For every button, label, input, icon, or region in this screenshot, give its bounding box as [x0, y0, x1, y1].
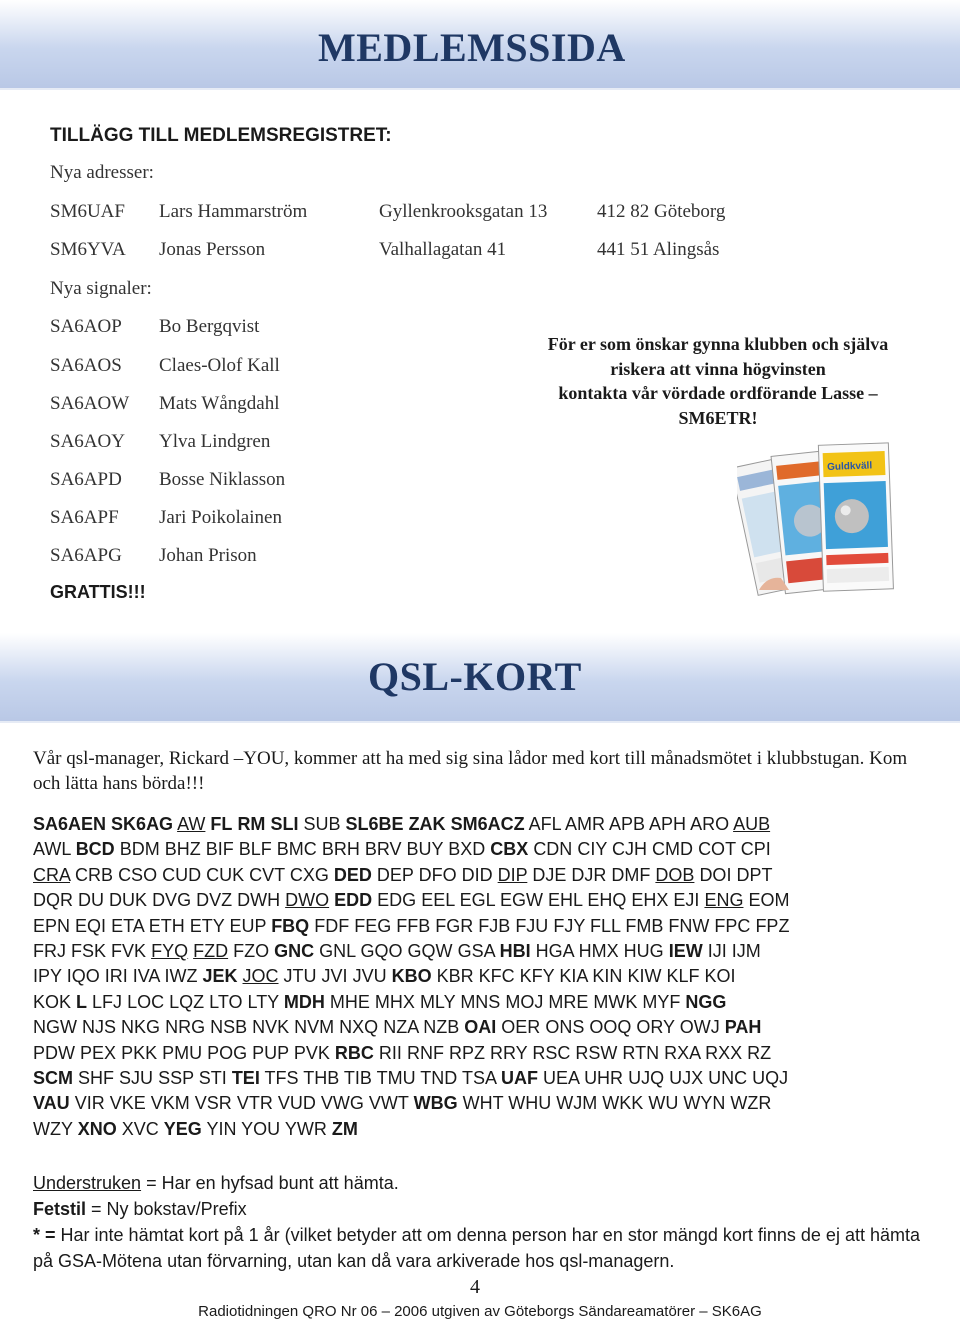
legend-underline-text: = Har en hyfsad bunt att hämta.: [141, 1173, 399, 1193]
header-banner: [0, 0, 960, 90]
qsl-callsign: HBI: [499, 941, 531, 962]
page-title: MEDLEMSSIDA: [318, 25, 626, 70]
qsl-line: [33, 990, 928, 1015]
qsl-callsign: CSO: [118, 864, 158, 885]
registry-heading: TILLÄGG TILL MEDLEMSREGISTRET:: [50, 125, 392, 146]
qsl-callsign: YWR: [284, 1118, 327, 1139]
qsl-callsign: TEI: [231, 1068, 260, 1089]
qsl-callsign: EEL: [421, 890, 455, 911]
qsl-callsign: RRY: [489, 1042, 528, 1063]
qsl-callsign: TMU: [376, 1068, 416, 1089]
qsl-callsign: CMD: [652, 839, 694, 860]
qsl-title: QSL-KORT: [368, 654, 582, 699]
qsl-callsign: PKK: [121, 1042, 158, 1063]
qsl-callsign: FBQ: [271, 915, 310, 936]
qsl-callsign: KOK: [33, 991, 72, 1012]
qsl-callsign: KFC: [478, 966, 515, 987]
qsl-callsign: IWZ: [164, 966, 198, 987]
qsl-callsign: NKG: [121, 1017, 161, 1038]
signal-name: Ylva Lindgren: [159, 431, 271, 452]
qsl-callsign: SSP: [158, 1068, 194, 1089]
lottery-tickets-image: [737, 440, 897, 602]
qsl-callsign: CXG: [289, 864, 329, 885]
promo-line: riskera att vinna högvinsten: [610, 358, 826, 379]
qsl-callsign: HMX: [578, 941, 619, 962]
legend-underline: [33, 1170, 933, 1196]
qsl-callsign: GSA: [457, 941, 495, 962]
legend-underline-term: Understruken: [33, 1173, 142, 1193]
qsl-callsign: NZB: [423, 1017, 460, 1038]
qsl-callsign: ONS: [545, 1017, 585, 1038]
footer: Radiotidningen QRO Nr 06 – 2006 utgiven av Göteborgs Sändareamatörer – SK6AG: [198, 1303, 762, 1320]
address-city: 441 51 Alingsås: [597, 239, 720, 260]
qsl-callsign: FFB: [396, 915, 431, 936]
qsl-callsign: BRH: [321, 839, 360, 860]
qsl-callsign: EOM: [748, 890, 790, 911]
qsl-callsign: UEA: [543, 1068, 580, 1089]
qsl-callsign: OAI: [464, 1017, 497, 1038]
qsl-callsign: COT: [698, 839, 736, 860]
qsl-callsign: UNC: [708, 1068, 748, 1089]
qsl-callsign: ORY: [636, 1017, 675, 1038]
qsl-line: [33, 1041, 928, 1066]
qsl-callsign: SUB: [303, 814, 341, 834]
qsl-callsign: FZO: [233, 941, 270, 962]
qsl-callsign: FJY: [553, 915, 586, 936]
qsl-callsign: FPZ: [755, 915, 790, 936]
qsl-callsign: OOQ: [589, 1017, 632, 1038]
qsl-callsign: PUP: [252, 1042, 289, 1063]
qsl-callsign: RXA: [664, 1042, 701, 1063]
qsl-callsign: OWJ: [679, 1017, 720, 1038]
qsl-callsign: JEK: [202, 966, 238, 987]
qsl-callsign: VSR: [194, 1093, 232, 1114]
qsl-callsign: FEG: [354, 915, 392, 936]
address-street: Gyllenkrooksgatan 13: [379, 201, 548, 222]
qsl-callsign: ARO: [690, 814, 730, 834]
qsl-callsign: JOC: [242, 966, 279, 987]
qsl-callsign: DMF: [611, 864, 651, 885]
qsl-callsign: HGA: [535, 941, 574, 962]
qsl-callsign: UJX: [669, 1068, 704, 1089]
qsl-callsign: FJU: [515, 915, 549, 936]
qsl-callsign: GQW: [407, 941, 453, 962]
qsl-callsign: UAF: [501, 1068, 538, 1089]
qsl-callsign-list: [33, 812, 928, 1142]
qsl-callsign: FYQ: [151, 941, 189, 962]
qsl-callsign: FRJ: [33, 941, 66, 962]
qsl-callsign: RBC: [334, 1042, 374, 1063]
qsl-line: [33, 964, 928, 989]
qsl-callsign: CIY: [577, 839, 608, 860]
qsl-callsign: CUK: [206, 864, 245, 885]
qsl-callsign: EHX: [631, 890, 669, 911]
qsl-callsign: DOB: [655, 864, 695, 885]
qsl-callsign: KFY: [519, 966, 555, 987]
qsl-callsign: NRG: [165, 1017, 206, 1038]
qsl-callsign: WYN: [683, 1093, 726, 1114]
signal-name: Bosse Niklasson: [159, 469, 286, 490]
qsl-callsign: PVK: [293, 1042, 330, 1063]
signal-name: Bo Bergqvist: [159, 316, 260, 337]
qsl-callsign: FGR: [435, 915, 474, 936]
qsl-callsign: CBX: [490, 839, 529, 860]
ticket-brand: Guldkväll: [826, 460, 873, 474]
qsl-callsign: L: [76, 991, 88, 1012]
signal-call: SA6AOP: [50, 316, 122, 337]
qsl-callsign: XVC: [121, 1118, 159, 1139]
qsl-callsign: FZD: [193, 941, 229, 962]
qsl-callsign: KBR: [436, 966, 474, 987]
qsl-callsign: NVM: [294, 1017, 335, 1038]
qsl-callsign: FDF: [314, 915, 350, 936]
qsl-callsign: DPT: [736, 864, 773, 885]
qsl-line: [33, 939, 928, 964]
qsl-callsign: SM6ACZ: [450, 814, 525, 834]
qsl-callsign: YEG: [163, 1118, 202, 1139]
qsl-callsign: KLF: [666, 966, 700, 987]
qsl-callsign: RXX: [705, 1042, 743, 1063]
legend-bold-term: Fetstil: [33, 1199, 87, 1219]
qsl-callsign: DIP: [497, 864, 528, 885]
qsl-callsign: XNO: [77, 1118, 117, 1139]
qsl-callsign: DVG: [152, 890, 192, 911]
qsl-line: [33, 888, 928, 913]
qsl-line: [33, 914, 928, 939]
qsl-callsign: AMR: [564, 814, 605, 834]
qsl-callsign: MHX: [374, 991, 415, 1012]
qsl-callsign: FPC: [714, 915, 751, 936]
qsl-callsign: CRB: [75, 864, 114, 885]
qsl-callsign: OER: [501, 1017, 541, 1038]
qsl-callsign: SK6AG: [111, 814, 174, 834]
qsl-callsign: EJI: [673, 890, 700, 911]
qsl-callsign: WZY: [33, 1118, 73, 1139]
qsl-callsign: THB: [303, 1068, 340, 1089]
qsl-callsign: BDM: [119, 839, 160, 860]
qsl-callsign: WKK: [602, 1093, 644, 1114]
qsl-callsign: EPN: [33, 915, 71, 936]
qsl-line: [33, 837, 928, 862]
qsl-callsign: KIA: [559, 966, 588, 987]
qsl-callsign: WBG: [413, 1093, 458, 1114]
qsl-callsign: NJS: [82, 1017, 117, 1038]
page-number: 4: [470, 1276, 480, 1298]
qsl-callsign: RII: [378, 1042, 402, 1063]
qsl-callsign: MRE: [548, 991, 589, 1012]
qsl-callsign: AWL: [33, 839, 71, 860]
qsl-callsign: DU: [78, 890, 105, 911]
qsl-callsign: IPY: [33, 966, 62, 987]
signal-call: SA6APF: [50, 507, 119, 528]
address-name: Jonas Persson: [159, 239, 266, 260]
qsl-callsign: EHQ: [587, 890, 627, 911]
legend-star: [33, 1222, 933, 1274]
qsl-callsign: JVI: [321, 966, 348, 987]
qsl-callsign: FL: [210, 814, 233, 834]
qsl-callsign: SA6AEN: [33, 814, 107, 834]
qsl-callsign: CJH: [612, 839, 648, 860]
address-street: Valhallagatan 41: [379, 239, 507, 260]
promo-line: SM6ETR!: [678, 407, 758, 428]
qsl-callsign: DVZ: [196, 890, 233, 911]
qsl-callsign: NGG: [685, 991, 727, 1012]
qsl-callsign: WJM: [556, 1093, 598, 1114]
qsl-callsign: LQZ: [169, 991, 205, 1012]
signal-call: SA6AOY: [50, 431, 125, 452]
legend: [33, 1170, 933, 1274]
qsl-callsign: BLF: [238, 839, 272, 860]
qsl-callsign: YIN: [206, 1118, 237, 1139]
signal-name: Claes-Olof Kall: [159, 355, 280, 376]
signal-call: SA6AOW: [50, 393, 130, 414]
qsl-callsign: NVK: [252, 1017, 290, 1038]
qsl-callsign: AUB: [733, 814, 771, 834]
qsl-callsign: UHR: [584, 1068, 624, 1089]
qsl-callsign: LTO: [209, 991, 243, 1012]
qsl-callsign: RPZ: [448, 1042, 485, 1063]
qsl-callsign: RSW: [575, 1042, 618, 1063]
qsl-callsign: KIW: [627, 966, 662, 987]
qsl-callsign: WHU: [508, 1093, 552, 1114]
signal-name: Jari Poikolainen: [159, 507, 282, 528]
qsl-callsign: UQJ: [752, 1068, 789, 1089]
qsl-callsign: RTN: [622, 1042, 660, 1063]
qsl-callsign: HUG: [623, 941, 664, 962]
qsl-callsign: BMC: [276, 839, 317, 860]
qsl-callsign: VWT: [368, 1093, 409, 1114]
address-call: SM6YVA: [50, 239, 126, 260]
qsl-callsign: EHL: [547, 890, 583, 911]
qsl-callsign: EGL: [459, 890, 495, 911]
qsl-callsign: DID: [461, 864, 493, 885]
qsl-callsign: MYF: [642, 991, 681, 1012]
qsl-callsign: TIB: [343, 1068, 372, 1089]
signal-call: SA6APG: [50, 545, 122, 566]
qsl-callsign: EDG: [377, 890, 417, 911]
qsl-line: [33, 1091, 928, 1116]
qsl-callsign: KBO: [391, 966, 432, 987]
qsl-callsign: GQO: [360, 941, 403, 962]
qsl-callsign: KOI: [704, 966, 736, 987]
qsl-callsign: NGW: [33, 1017, 77, 1038]
address-city: 412 82 Göteborg: [597, 201, 726, 222]
qsl-callsign: LOC: [127, 991, 165, 1012]
qsl-callsign: FVK: [111, 941, 147, 962]
qsl-callsign: IQO: [66, 966, 100, 987]
qsl-callsign: KIN: [592, 966, 623, 987]
qsl-callsign: EDD: [334, 890, 373, 911]
qsl-callsign: BXD: [448, 839, 486, 860]
signal-name: Johan Prison: [159, 545, 257, 566]
qsl-callsign: ETA: [111, 915, 144, 936]
qsl-callsign: STI: [198, 1068, 227, 1089]
qsl-callsign: DEP: [376, 864, 414, 885]
qsl-callsign: UJQ: [628, 1068, 665, 1089]
qsl-callsign: BRV: [364, 839, 402, 860]
qsl-callsign: DOI: [699, 864, 732, 885]
qsl-callsign: AW: [177, 814, 206, 834]
qsl-callsign: APB: [608, 814, 646, 834]
qsl-callsign: SCM: [33, 1068, 73, 1089]
qsl-callsign: SJU: [119, 1068, 154, 1089]
qsl-callsign: NXQ: [339, 1017, 379, 1038]
qsl-callsign: DWO: [285, 890, 330, 911]
qsl-callsign: FMB: [625, 915, 664, 936]
qsl-callsign: VTR: [236, 1093, 273, 1114]
qsl-callsign: VUD: [277, 1093, 316, 1114]
qsl-callsign: EQI: [75, 915, 107, 936]
qsl-callsign: AFL: [528, 814, 561, 834]
qsl-callsign: IJM: [731, 941, 761, 962]
qsl-line: [33, 1015, 928, 1040]
qsl-callsign: IRI: [104, 966, 128, 987]
qsl-callsign: IVA: [132, 966, 160, 987]
qsl-callsign: JVU: [352, 966, 387, 987]
qsl-callsign: EUP: [229, 915, 267, 936]
qsl-callsign: FLL: [590, 915, 621, 936]
qsl-callsign: FJB: [478, 915, 511, 936]
qsl-callsign: DJR: [571, 864, 607, 885]
qsl-callsign: IEW: [668, 941, 703, 962]
qsl-callsign: IJI: [707, 941, 727, 962]
qsl-callsign: DWH: [237, 890, 281, 911]
qsl-callsign: ETH: [148, 915, 185, 936]
qsl-callsign: APH: [649, 814, 687, 834]
qsl-callsign: VKM: [150, 1093, 190, 1114]
legend-star-text: Har inte hämtat kort på 1 år (vilket betyder att om denna person har en stor mängd kort finns de ej att hämta på GSA-Mötena utan förvarning, utan kan då vara arkiverade hos qsl-managern.: [33, 1225, 920, 1271]
qsl-callsign: ETY: [189, 915, 225, 936]
qsl-callsign: RZ: [747, 1042, 772, 1063]
promo-line: kontakta vår vördade ordförande Lasse –: [558, 383, 878, 403]
qsl-callsign: CPI: [740, 839, 771, 860]
qsl-callsign: FSK: [71, 941, 107, 962]
qsl-callsign: MLY: [419, 991, 456, 1012]
qsl-callsign: MNS: [460, 991, 501, 1012]
qsl-callsign: DED: [333, 864, 372, 885]
qsl-callsign: WZR: [730, 1093, 772, 1114]
qsl-callsign: VIR: [74, 1093, 105, 1114]
qsl-callsign: DFO: [418, 864, 457, 885]
qsl-callsign: ZM: [331, 1118, 358, 1139]
qsl-callsign: POG: [207, 1042, 248, 1063]
qsl-intro: Vår qsl-manager, Rickard –YOU, kommer att ha med sig sina lådor med kort till månadsmötet i klubbstugan. Kom och lätta hans börda!!!: [33, 748, 908, 794]
qsl-callsign: TSA: [461, 1068, 496, 1089]
signal-call: SA6AOS: [50, 355, 122, 376]
qsl-callsign: MDH: [283, 991, 325, 1012]
address-name: Lars Hammarström: [159, 201, 308, 222]
congrats-text: GRATTIS!!!: [50, 582, 146, 602]
qsl-callsign: DQR: [33, 890, 73, 911]
qsl-callsign: PDW: [33, 1042, 75, 1063]
qsl-callsign: GNL: [319, 941, 356, 962]
qsl-callsign: CDN: [533, 839, 573, 860]
qsl-callsign: RSC: [532, 1042, 571, 1063]
qsl-callsign: VWG: [320, 1093, 364, 1114]
lottery-promo: [508, 332, 928, 430]
qsl-callsign: DJE: [532, 864, 567, 885]
qsl-line: [33, 1066, 928, 1091]
qsl-callsign: RM: [237, 814, 266, 834]
qsl-callsign: JTU: [283, 966, 317, 987]
qsl-callsign: YOU: [241, 1118, 281, 1139]
qsl-callsign: EGW: [499, 890, 543, 911]
qsl-callsign: LFJ: [92, 991, 123, 1012]
new-signals-label: Nya signaler:: [50, 278, 152, 299]
qsl-line: [33, 812, 928, 837]
qsl-callsign: VKE: [109, 1093, 146, 1114]
qsl-callsign: WHT: [462, 1093, 504, 1114]
qsl-callsign: NZA: [383, 1017, 419, 1038]
legend-bold-text: = Ny bokstav/Prefix: [86, 1199, 247, 1219]
new-addresses-label: Nya adresser:: [50, 162, 154, 183]
qsl-callsign: LTY: [247, 991, 279, 1012]
qsl-callsign: TFS: [264, 1068, 299, 1089]
qsl-callsign: MOJ: [505, 991, 544, 1012]
qsl-callsign: MHE: [329, 991, 370, 1012]
qsl-callsign: BUY: [406, 839, 444, 860]
legend-bold: [33, 1196, 933, 1222]
qsl-callsign: ENG: [704, 890, 744, 911]
qsl-callsign: BHZ: [164, 839, 201, 860]
qsl-callsign: WU: [648, 1093, 679, 1114]
qsl-line: [33, 1117, 928, 1142]
qsl-callsign: TND: [420, 1068, 458, 1089]
qsl-callsign: GNC: [274, 941, 315, 962]
qsl-callsign: BCD: [75, 839, 115, 860]
qsl-banner: [0, 633, 960, 723]
signal-call: SA6APD: [50, 469, 122, 490]
address-call: SM6UAF: [50, 201, 125, 222]
qsl-callsign: SL6BE: [345, 814, 404, 834]
qsl-callsign: ZAK: [408, 814, 446, 834]
qsl-callsign: FNW: [668, 915, 710, 936]
qsl-callsign: NSB: [210, 1017, 248, 1038]
qsl-callsign: DUK: [109, 890, 148, 911]
qsl-callsign: BIF: [205, 839, 234, 860]
qsl-callsign: VAU: [33, 1093, 70, 1114]
promo-line: För er som önskar gynna klubben och själva: [547, 334, 889, 354]
qsl-callsign: CRA: [33, 864, 71, 885]
qsl-callsign: SHF: [78, 1068, 115, 1089]
qsl-callsign: MWK: [593, 991, 638, 1012]
qsl-callsign: PMU: [162, 1042, 203, 1063]
qsl-callsign: CVT: [249, 864, 285, 885]
qsl-callsign: PEX: [80, 1042, 117, 1063]
signal-name: Mats Wångdahl: [159, 393, 280, 414]
qsl-callsign: SLI: [270, 814, 299, 834]
qsl-callsign: CUD: [162, 864, 202, 885]
qsl-line: [33, 863, 928, 888]
qsl-callsign: RNF: [406, 1042, 444, 1063]
legend-star-term: * =: [33, 1225, 56, 1245]
qsl-callsign: PAH: [724, 1017, 762, 1038]
